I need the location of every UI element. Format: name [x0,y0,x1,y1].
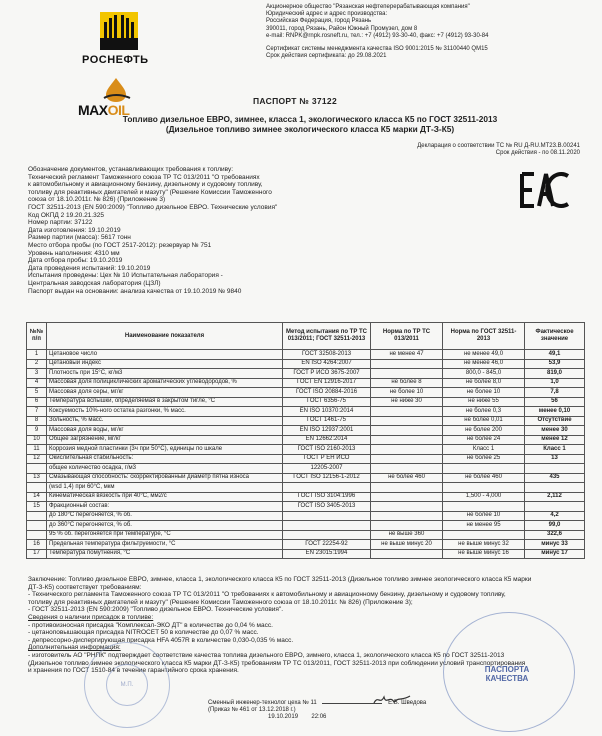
cell-name: (wsd 1,4) при 60°С, мкм [47,483,283,493]
cell-actual: 1,0 [525,378,585,388]
table-row [27,426,585,436]
cell-norm-trts: не более 8 [371,378,443,388]
cell-actual: 4,2 [525,511,585,521]
cell-num: 6 [27,397,47,407]
cell-norm-trts: не менее 47 [371,350,443,360]
cell-name: Предельная температура фильтруемости, °С [47,540,283,550]
passport-title: ПАСПОРТ № 37122 [253,96,337,106]
maxoil-wordmark-oil: OIL [107,102,130,118]
cell-norm-trts [371,464,443,474]
cell-method: ГОСТ 6356-75 [283,397,371,407]
cell-num: 9 [27,426,47,436]
info-line: топливу для реактивных двигателей и мазуту" (Решение Комиссии Таможенного [28,188,272,196]
quality-certificate: Сертификат системы менеджмента качества ISO 9001:2015 № 31100440 QM15 [266,46,488,53]
info-line: Место отбора пробы (по ГОСТ 2517-2012): резервуар № 751 [28,241,212,249]
conclusion-line: - депрессорно-диспергирующая присадка HFA 4057R в количестве 0,030-0,035 % масс. [28,636,294,644]
cell-name: Плотность при 15°С, кг/м3 [47,369,283,379]
signer-name: Е.В. Шведова [388,700,427,706]
cell-num: 12 [27,454,47,464]
cell-norm-trts [371,445,443,455]
stamp-right-line2: КАЧЕСТВА [485,674,529,683]
cell-norm-gost: не менее 95 [443,521,525,531]
cell-actual: минус 33 [525,540,585,550]
col-header-norm-trts: Норма по ТР ТС 013/2011 [371,323,443,350]
cell-actual: 322,6 [525,530,585,540]
declaration-number: Декларация о соответствии ТС № RU Д-RU.МТ23.В.00241 [417,143,580,149]
table-row [27,445,585,455]
table-row [27,521,585,531]
cell-num [27,511,47,521]
conclusion-line: Заключение: Топливо дизельное ЕВРО, зимнее, класса 1, экологического класса К5 по ГОСТ 32511-2013 (Дизельное топливо зимнее экологического класса К5 марки [28,576,532,583]
info-line: Размер партии (масса): 5617 тонн [28,234,131,242]
cell-actual: менее 30 [525,426,585,436]
cell-norm-trts [371,502,443,512]
cell-num: 14 [27,492,47,502]
table-row [27,549,585,559]
conclusion-line: Сведения о наличии присадок в топливе: [28,613,154,621]
quality-table [26,322,585,559]
declaration-validity: Срок действия - по 08.11.2020 [495,150,580,157]
cell-norm-gost: не более 10 [443,388,525,398]
cell-norm-trts [371,435,443,445]
table-row [27,416,585,426]
cell-name: Кинематическая вязкость при 40°С, мм2/с [47,492,283,502]
cell-norm-gost [443,530,525,540]
cell-name: Смазывающая способность: скорректированный диаметр пятна износа [47,473,283,483]
cell-name: Зольность, % масс. [47,416,283,426]
signature-date: 19.10.2019 [268,714,299,721]
cell-name: Цетановое число [47,350,283,360]
cell-name: Температура помутнения, °С [47,549,283,559]
table-row [27,530,585,540]
stamp-mp-label: М.П. [120,682,134,688]
info-line: Дата проведения испытаний: 19.10.2019 [28,264,151,272]
cell-norm-trts [371,426,443,436]
cell-norm-gost: не более 200 [443,426,525,436]
company-stamp-inner-icon [106,664,148,706]
table-row [27,492,585,502]
info-line: ГОСТ 32511-2013 (EN 590:2009) "Топливо дизельное ЕВРО. Технические условия" [28,203,278,211]
col-header-norm-gost: Норма по ГОСТ 32511-2013 [443,323,525,350]
cell-num [27,483,47,493]
conclusion-line: топливу для реактивных двигателей и мазуту" (Решение Комиссии Таможенного союза от 18.10.2011г. № 826) (Приложение 3); [28,598,413,606]
cell-method: ГОСТ ISO 12156-1-2012 [283,473,371,483]
cell-num: 8 [27,416,47,426]
cell-method [283,521,371,531]
cell-actual: 49,1 [525,350,585,360]
table-row [27,435,585,445]
cell-actual: менее 0,10 [525,407,585,417]
declaration-block [370,143,580,157]
cell-name: Массовая доля полициклических ароматических углеводородов, % [47,378,283,388]
cell-norm-trts [371,483,443,493]
table-row [27,369,585,379]
cell-method: ГОСТ Р ИСО 3675-2007 [283,369,371,379]
cell-num: 11 [27,445,47,455]
cell-name: общее количество осадка, г/м3 [47,464,283,474]
cell-actual: менее 12 [525,435,585,445]
cell-actual: 56 [525,397,585,407]
company-header [266,4,596,60]
logo-area [78,12,168,117]
cell-actual: 53,9 [525,359,585,369]
table-row [27,511,585,521]
conclusion-line: - изготовитель АО "РНПК" подтверждает соответствие качества топлива дизельного ЕВРО, зимнего, класса 1, экологического класса К5 по ГОСТ 32511-2013 [28,651,505,659]
cell-actual: Класс 1 [525,445,585,455]
cell-num: 3 [27,369,47,379]
cell-norm-gost: не более 10 [443,511,525,521]
conclusion-line: - ГОСТ 32511-2013 (EN 590:2009) "Топливо дизельное ЕВРО. Технические условия". [28,606,284,614]
info-line: Паспорт выдан на основании: анализа качества от 19.10.2019 № 9840 [28,287,242,295]
cell-method: EN 12662:2014 [283,435,371,445]
cell-norm-gost: не более 8,0 [443,378,525,388]
cell-norm-trts [371,521,443,531]
cell-name: до 360°С перегоняется, % об. [47,521,283,531]
signer-order: (Приказ № 461 от 13.12.2018 г.) [208,707,296,714]
info-line: к автомобильному и авиационному бензину, дизельному и судовому топливу, [28,181,263,189]
cell-norm-gost: 800,0 - 845,0 [443,369,525,379]
cell-norm-trts: не более 10 [371,388,443,398]
cell-name: Окислительная стабильность: [47,454,283,464]
table-row [27,483,585,493]
conclusion-line: - цетаноповышающая присадка NITROCET 50 в количестве до 0,07 % масс. [28,629,259,637]
signer-title: Сменный инженер-технолог цеха № 11 [208,700,317,706]
rosneft-logo-icon [100,12,138,50]
conclusion-line: Дополнительная информация: [28,644,121,652]
cell-method: EN ISO 12937:2001 [283,426,371,436]
cell-norm-gost: не менее 46,0 [443,359,525,369]
cell-name: Общее загрязнение, мг/кг [47,435,283,445]
cell-name: Массовая доля воды, мг/кг [47,426,283,436]
cell-norm-gost: не менее 49,0 [443,350,525,360]
cell-actual [525,483,585,493]
cell-num: 15 [27,502,47,512]
conclusion-line: (Дизельное топливо зимнее экологического класса К5 марки ДТ-З-К5) требованиям ТР ТС 013/2011, ГОСТ 32511-2013 при соблюдении условий транспортирования [28,659,526,667]
cell-norm-trts [371,359,443,369]
table-row [27,359,585,369]
table-row [27,464,585,474]
cell-method: ГОСТ ISO 3104:1996 [283,492,371,502]
cell-name: 95 % об. перегоняется при температуре, °С [47,530,283,540]
cell-num: 4 [27,378,47,388]
cell-method [283,530,371,540]
cell-num [27,530,47,540]
cell-norm-gost [443,464,525,474]
cell-num: 10 [27,435,47,445]
table-row [27,407,585,417]
cell-method: ГОСТ ISO 20884-2016 [283,388,371,398]
cell-actual: 819,0 [525,369,585,379]
cell-norm-gost: не более 24 [443,435,525,445]
cell-num: 16 [27,540,47,550]
cell-actual: 435 [525,473,585,483]
fuel-title-line2: (Дизельное топливо зимнее экологического класса К5 марки ДТ-З-К5) [165,124,455,134]
cell-method: ГОСТ ISO 3405-2013 [283,502,371,512]
cell-actual: 2,112 [525,492,585,502]
cell-norm-gost: не выше минус 16 [443,549,525,559]
company-legal-address-label: Юридический адрес и адрес производства: [266,11,388,18]
table-row [27,540,585,550]
cell-norm-gost: не выше минус 32 [443,540,525,550]
cell-num: 13 [27,473,47,483]
cell-method [283,483,371,493]
table-row [27,388,585,398]
company-contacts: e-mail: RNPK@rnpk.rosneft.ru, тел.: +7 (4912) 93-30-40, факс: +7 (4912) 93-30-84 [266,32,489,39]
cell-method: ГОСТ 22254-92 [283,540,371,550]
cell-num: 5 [27,388,47,398]
cell-method: ГОСТ ISO 2160-2013 [283,445,371,455]
cell-norm-gost: не ниже 55 [443,397,525,407]
col-header-method: Метод испытания по ТР ТС 013/2011; ГОСТ 32511-2013 [283,323,371,350]
cell-name: Массовая доля серы, мг/кг [47,388,283,398]
cell-num: 2 [27,359,47,369]
cell-actual: 7,8 [525,388,585,398]
cell-norm-gost [443,483,525,493]
cell-method: EN ISO 4264:2007 [283,359,371,369]
table-row [27,378,585,388]
cell-norm-trts: не более 460 [371,473,443,483]
info-line: Центральная заводская лаборатория (ЦЗЛ) [28,279,161,287]
signature-time: 22:06 [311,714,327,721]
info-line: Номер партии: 37122 [28,219,93,227]
table-row [27,502,585,512]
eac-mark-icon [520,170,570,210]
cell-actual: 99,0 [525,521,585,531]
col-header-name: Наименование показателя [47,323,283,350]
company-address: 390011, город Рязань, Район Южный Промузел, дом 8 [266,25,418,32]
handwritten-signature-icon [372,693,412,707]
maxoil-drop-icon [96,76,136,102]
info-line: Дата отбора пробы: 19.10.2019 [28,257,123,265]
info-line: Уровень наполнения: 4310 мм [28,249,120,257]
cell-method: ГОСТ 32508-2013 [283,350,371,360]
info-line: Испытания проведены: Цех № 10 Испытательная лаборатория - [28,272,223,280]
table-row [27,473,585,483]
cell-norm-trts [371,416,443,426]
cell-norm-trts: не выше минус 20 [371,540,443,550]
cell-norm-trts [371,369,443,379]
table-row [27,397,585,407]
cell-num: 7 [27,407,47,417]
table-row [27,454,585,464]
cell-name: Температура вспышки, определяемая в закрытом тигле, °С [47,397,283,407]
cell-norm-trts [371,407,443,417]
cell-method: EN 23015:1994 [283,549,371,559]
cell-num: 1 [27,350,47,360]
cell-num [27,521,47,531]
cell-norm-gost: не более 0,01 [443,416,525,426]
conclusion-line: ДТ-З-К5) соответствует требованиям: [28,583,142,591]
fuel-title-line1: Топливо дизельное ЕВРО, зимнее, класса 1, экологического класса К5 по ГОСТ 32511-2013 [122,114,498,124]
info-line: Технический регламент Таможенного союза ТР ТС 013/2011 "О требованиях [28,173,260,181]
conclusion-line: - Технического регламента Таможенного союза ТР ТС 013/2011 "О требованиях к автомобильному и авиационному бензину, дизельному и судовому топливу, [28,591,506,599]
cell-name: до 180°С перегоняется, % об. [47,511,283,521]
cell-norm-gost [443,502,525,512]
cell-name: Цетановый индекс [47,359,283,369]
cell-norm-gost: 1,500 - 4,000 [443,492,525,502]
cell-norm-gost: не более 0,3 [443,407,525,417]
company-country: Российская Федерация, город Рязань [266,18,372,25]
fuel-title [70,114,550,134]
cell-actual: минус 17 [525,549,585,559]
rosneft-wordmark: РОСНЕФТЬ [82,54,149,66]
cell-norm-gost: не более 460 [443,473,525,483]
info-line: Дата изготовления: 19.10.2019 [28,226,121,234]
cell-norm-trts [371,454,443,464]
cell-norm-gost: не более 25 [443,454,525,464]
cell-actual: Отсутствие [525,416,585,426]
cell-num [27,464,47,474]
cell-actual: 13 [525,454,585,464]
conclusion-line: - противоизносная присадка "Комплексал-ЭКО ДТ" в количестве до 0,04 % масс. [28,621,273,629]
cell-name: Коррозия медной пластинки (3ч при 50°С), единицы по шкале [47,445,283,455]
cell-method: ГОСТ Р ЕН ИСО [283,454,371,464]
maxoil-wordmark-max: MAX [78,102,108,118]
info-line: союза от 18.10.2011г. № 826) (Приложение 3) [28,196,166,204]
cell-norm-trts [371,492,443,502]
cell-norm-trts: не выше 360 [371,530,443,540]
cell-num: 17 [27,549,47,559]
info-line: Код ОКПД 2 19.20.21.325 [28,211,104,219]
info-line: Обозначение документов, устанавливающих требования к топливу: [28,166,234,173]
cell-method [283,511,371,521]
company-name: Акционерное общество "Рязанская нефтеперерабатывающая компания" [266,4,470,10]
cell-name: Фракционный состав: [47,502,283,512]
cell-actual [525,502,585,512]
col-header-num: №№ п/п [27,323,47,350]
cell-actual [525,464,585,474]
cell-norm-trts: не ниже 30 [371,397,443,407]
cell-method: ГОСТ EN 12916-2017 [283,378,371,388]
table-body [27,350,585,559]
cell-name: Коксуемость 10%-ного остатка разгонки, % масс. [47,407,283,417]
stamp-right-line1: ПАСПОРТА [484,665,530,674]
cell-norm-trts [371,549,443,559]
table-row [27,350,585,360]
cell-method: EN ISO 10370:2014 [283,407,371,417]
certificate-validity: Срок действия сертификата: до 29.08.2021 [266,53,387,60]
cell-norm-trts [371,511,443,521]
quality-passport-stamp-text [467,665,547,683]
cell-norm-gost: Класс 1 [443,445,525,455]
cell-method: 12205-2007 [283,464,371,474]
batch-info [28,166,358,295]
table-header-row [27,323,585,350]
conclusion-line: и хранения по ГОСТ 1510-84 в течение гарантийного срока хранения. [28,667,239,675]
cell-method: ГОСТ 1461-75 [283,416,371,426]
signature-block [208,700,468,722]
col-header-actual: Фактическое значение [525,323,585,350]
